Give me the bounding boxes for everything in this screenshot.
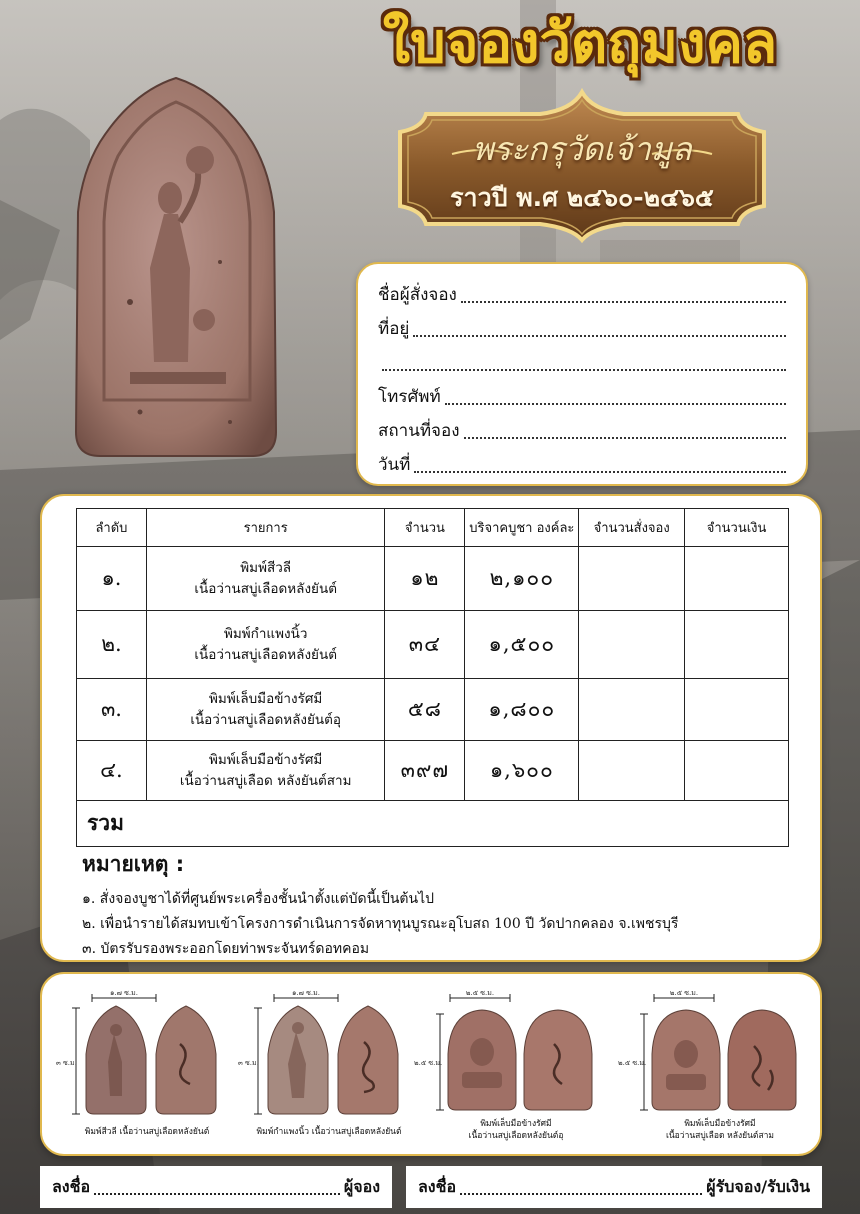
table-row xyxy=(77,741,789,801)
note-item: ๒. เพื่อนำรายได้สมทบเข้าโครงการดำเนินการจัดหาทุนบูรณะอุโบสถ 100 ปี วัดปากคลอง จ.เพชรบุรี xyxy=(82,916,679,932)
row-item xyxy=(146,679,385,741)
row-item-name: พิมพ์เล็บมือข้างรัศมี xyxy=(209,751,323,768)
gallery-item xyxy=(56,974,236,1158)
signature-customer[interactable] xyxy=(40,1166,392,1208)
form-row-place[interactable] xyxy=(378,410,786,444)
gallery-item xyxy=(238,974,418,1158)
row-amount-input[interactable] xyxy=(685,611,789,679)
amulet-gallery xyxy=(40,972,822,1156)
row-no: ๔. xyxy=(77,741,147,801)
header-amount: จำนวนเงิน xyxy=(685,509,789,547)
gallery-caption-line: พิมพ์เล็บมือข้างรัศมี xyxy=(684,1119,756,1129)
table-row xyxy=(77,679,789,741)
row-order-input[interactable] xyxy=(579,741,685,801)
height-measure: ๓ ซ.ม. xyxy=(238,1059,259,1067)
row-order-input[interactable] xyxy=(579,547,685,611)
signature-label: ลงชื่อ xyxy=(52,1176,91,1196)
order-panel xyxy=(40,494,822,962)
header-price: บริจาคบูชา องค์ละ xyxy=(465,509,579,547)
header-item: รายการ xyxy=(146,509,385,547)
signature-line[interactable] xyxy=(460,1193,702,1195)
row-item-name: พิมพ์กำแพงนิ้ว xyxy=(223,625,308,642)
row-qty: ๑๒ xyxy=(385,547,465,611)
form-dotted-line[interactable] xyxy=(413,335,786,337)
height-measure: ๓ ซ.ม. xyxy=(56,1059,77,1067)
signature-line[interactable] xyxy=(94,1193,340,1195)
row-price: ๑,๕๐๐ xyxy=(465,611,579,679)
title-banner xyxy=(392,88,772,244)
header-order-qty: จำนวนสั่งจอง xyxy=(579,509,685,547)
banner-title: พระกรุวัดเจ้ามูล xyxy=(472,130,692,168)
form-label-date: วันที่ xyxy=(378,455,411,475)
header-qty: จำนวน xyxy=(385,509,465,547)
row-item xyxy=(146,547,385,611)
order-table xyxy=(76,508,789,847)
form-label-address: ที่อยู่ xyxy=(378,319,410,339)
row-price: ๑,๘๐๐ xyxy=(465,679,579,741)
form-dotted-line[interactable] xyxy=(445,403,786,405)
total-row xyxy=(77,801,789,847)
row-amount-input[interactable] xyxy=(685,679,789,741)
form-row-address[interactable] xyxy=(378,308,786,342)
gallery-caption: พิมพ์สีวลี เนื้อว่านสบู่เลือดหลังยันต์ xyxy=(84,1127,210,1137)
row-item xyxy=(146,611,385,679)
gallery-caption: พิมพ์กำแพงนิ้ว เนื้อว่านสบู่เลือดหลังยันต์ xyxy=(256,1127,402,1137)
row-price: ๒,๑๐๐ xyxy=(465,547,579,611)
banner-date: ราวปี พ.ศ ๒๔๖๐-๒๔๖๕ xyxy=(450,183,714,212)
row-amount-input[interactable] xyxy=(685,547,789,611)
table-row xyxy=(77,547,789,611)
signature-role: ผู้จอง xyxy=(343,1176,380,1196)
form-dotted-line[interactable] xyxy=(382,369,786,371)
form-dotted-line[interactable] xyxy=(414,471,786,473)
height-measure: ๒.๕ ซ.ม. xyxy=(414,1059,443,1067)
signature-label: ลงชื่อ xyxy=(418,1176,457,1196)
row-qty: ๕๘ xyxy=(385,679,465,741)
note-item: ๓. บัตรรับรองพระออกโดยท่าพระจันทร์ดอทคอม xyxy=(82,941,370,957)
row-item-detail: เนื้อว่านสบู่เลือด หลังยันต์สาม xyxy=(179,772,352,789)
row-item xyxy=(146,741,385,801)
width-measure: ๒.๕ ซ.ม. xyxy=(465,989,495,997)
row-amount-input[interactable] xyxy=(685,741,789,801)
form-row-date[interactable] xyxy=(378,444,786,478)
height-measure: ๒.๕ ซ.ม. xyxy=(618,1059,647,1067)
notes-title: หมายเหตุ : xyxy=(82,852,185,876)
width-measure: ๑.๗ ซ.ม. xyxy=(110,989,138,997)
signature-role: ผู้รับจอง/รับเงิน xyxy=(706,1176,810,1196)
gallery-item xyxy=(618,974,814,1158)
row-qty: ๓๙๗ xyxy=(385,741,465,801)
form-label-phone: โทรศัพท์ xyxy=(378,387,441,407)
form-label-place: สถานที่จอง xyxy=(378,421,460,441)
note-item: ๑. สั่งจองบูชาได้ที่ศูนย์พระเครื่องชั้นนำตั้งแต่บัดนี้เป็นต้นไป xyxy=(82,891,434,907)
form-row-address-2[interactable] xyxy=(378,342,786,376)
width-measure: ๒.๕ ซ.ม. xyxy=(669,989,699,997)
gallery-caption xyxy=(630,1118,810,1142)
customer-form xyxy=(356,262,808,486)
width-measure: ๑.๗ ซ.ม. xyxy=(292,989,320,997)
table-header-row xyxy=(77,509,789,547)
gallery-caption-line: เนื้อว่านสบู่เลือดหลังยันต์อุ xyxy=(468,1131,564,1141)
row-item-detail: เนื้อว่านสบู่เลือดหลังยันต์อุ xyxy=(190,711,342,728)
notes-section xyxy=(82,848,802,962)
row-order-input[interactable] xyxy=(579,679,685,741)
row-item-detail: เนื้อว่านสบู่เลือดหลังยันต์ xyxy=(194,646,337,663)
row-item-detail: เนื้อว่านสบู่เลือดหลังยันต์ xyxy=(194,580,337,597)
row-qty: ๓๔ xyxy=(385,611,465,679)
gallery-caption-line: เนื้อว่านสบู่เลือด หลังยันต์สาม xyxy=(665,1131,775,1141)
row-item-name: พิมพ์สีวลี xyxy=(240,559,292,576)
row-no: ๒. xyxy=(77,611,147,679)
row-no: ๑. xyxy=(77,547,147,611)
page-title: ใบจองวัตถุมงคล xyxy=(382,11,778,76)
form-row-name[interactable] xyxy=(378,274,786,308)
total-label[interactable]: รวม xyxy=(77,801,789,847)
form-dotted-line[interactable] xyxy=(461,301,786,303)
form-label-name: ชื่อผู้สั่งจอง xyxy=(378,285,457,305)
amulet-main-image xyxy=(70,72,282,462)
header-no: ลำดับ xyxy=(77,509,147,547)
signature-receiver[interactable] xyxy=(406,1166,822,1208)
row-no: ๓. xyxy=(77,679,147,741)
row-price: ๑,๖๐๐ xyxy=(465,741,579,801)
gallery-caption xyxy=(426,1118,606,1142)
row-order-input[interactable] xyxy=(579,611,685,679)
row-item-name: พิมพ์เล็บมือข้างรัศมี xyxy=(209,690,323,707)
gallery-item xyxy=(414,974,610,1158)
form-dotted-line[interactable] xyxy=(464,437,786,439)
gallery-caption-line: พิมพ์เล็บมือข้างรัศมี xyxy=(480,1119,552,1129)
table-row xyxy=(77,611,789,679)
form-row-phone[interactable] xyxy=(378,376,786,410)
